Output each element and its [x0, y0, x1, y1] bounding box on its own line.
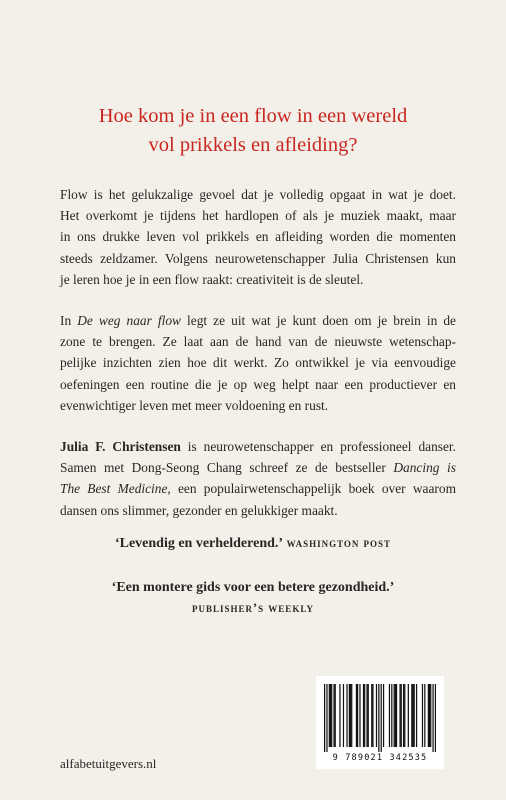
barcode-bar — [404, 684, 405, 747]
barcode-bar — [333, 684, 334, 747]
author-name: Julia F. Christensen — [60, 439, 181, 454]
barcode-bar — [429, 684, 430, 747]
review-quote — [40, 577, 466, 619]
barcode-bar — [359, 684, 360, 747]
intro-line: in ons drukke leven vol prikkels en afleiding worden die momenten — [60, 229, 456, 245]
description-line: evenwichtiger leven met meer voldoening en rust. — [60, 397, 329, 413]
barcode-bar — [399, 684, 400, 747]
intro-line: Het overkomt je tijdens het hardlopen of als je muziek maakt, maar — [60, 208, 456, 224]
intro-paragraph — [60, 184, 456, 290]
description-line: oefeningen een routine die je op weg helpt naar een productiever en — [60, 376, 456, 392]
barcode-bar — [435, 684, 436, 752]
barcode-bar — [408, 684, 409, 747]
book-description-paragraph — [60, 310, 456, 416]
barcode-bar — [343, 684, 344, 747]
book-title: De weg naar flow — [77, 313, 181, 328]
barcode-bar — [351, 684, 352, 747]
barcode-bar — [401, 684, 402, 747]
barcode-bar — [371, 684, 372, 747]
quote-source: washington post — [286, 536, 392, 550]
barcode-bar — [422, 684, 423, 747]
barcode-bars — [324, 684, 436, 752]
intro-line: steeds zeldzamer. Volgens neurowetenschapper Julia Christensen kun — [60, 250, 456, 266]
quote-source: publisher’s weekly — [192, 601, 314, 615]
barcode-bar — [428, 684, 429, 747]
barcode-bar — [324, 684, 325, 752]
headline — [40, 102, 466, 160]
bio-line — [60, 457, 456, 478]
barcode-bar — [357, 684, 358, 747]
barcode — [316, 676, 444, 769]
barcode-bar — [383, 684, 384, 747]
barcode-bar — [381, 684, 382, 752]
barcode-bar — [391, 684, 392, 747]
barcode-bar — [330, 684, 331, 747]
barcode-bar — [389, 684, 390, 747]
barcode-bar — [329, 684, 330, 747]
intro-line: Flow is het gelukzalige gevoel dat je volledig opgaat in wat je doet. — [60, 187, 456, 202]
barcode-bar — [350, 684, 351, 747]
barcode-bar — [394, 684, 395, 747]
barcode-bar — [326, 684, 327, 752]
headline-line-1: Hoe kom je in een flow in een wereld — [98, 105, 408, 127]
description-line: zone te brengen. Ze laat aan de hand van de nieuwste wetenschap- — [60, 334, 456, 350]
text-fragment: legt ze uit wat je kunt doen om je brein in de — [180, 313, 456, 328]
barcode-bar — [396, 684, 397, 747]
review-quote — [40, 533, 466, 554]
barcode-bar — [414, 684, 415, 747]
barcode-bar — [372, 684, 373, 747]
text-fragment: Samen met Dong-Seong Chang schreef ze de bestseller — [60, 460, 394, 476]
description-line — [60, 310, 456, 331]
barcode-bar — [366, 684, 367, 747]
barcode-bar — [378, 684, 379, 752]
barcode-bar — [346, 684, 347, 747]
barcode-bar — [432, 684, 433, 752]
text-fragment: , een populairwetenschappelijk boek over waarom — [167, 481, 456, 497]
publisher-website[interactable]: alfabetuitgevers.nl — [60, 756, 157, 771]
quote-text: ‘Levendig en verhelderend.’ — [114, 536, 284, 551]
barcode-bar — [335, 684, 336, 747]
bio-line — [60, 436, 456, 457]
headline-line-2: vol prikkels en afleiding? — [148, 134, 358, 156]
description-line: pelijke inzichten zien hoe dit werkt. Zo ontwikkel je via eenvoudige — [60, 355, 456, 371]
barcode-bar — [331, 684, 332, 747]
text-fragment: is neurowetenschapper en professioneel danser. — [180, 439, 456, 454]
author-bio-paragraph — [60, 436, 456, 521]
intro-line: je leren hoe je in een flow raakt: creativiteit is de sleutel. — [60, 271, 364, 287]
barcode-bar — [395, 684, 396, 747]
isbn-number: 9 789021 342535 — [332, 753, 428, 763]
barcode-bar — [424, 684, 425, 747]
barcode-bar — [356, 684, 357, 747]
other-book-title: The Best Medicine — [60, 481, 168, 497]
barcode-bar — [411, 684, 412, 747]
barcode-bar — [364, 684, 365, 747]
text-fragment: In — [60, 313, 78, 328]
barcode-bar — [403, 684, 404, 747]
barcode-bar — [339, 684, 340, 747]
barcode-bar — [430, 684, 431, 747]
barcode-bar — [412, 684, 413, 747]
barcode-bar — [349, 684, 350, 747]
barcode-bar — [368, 684, 369, 747]
barcode-bar — [363, 684, 364, 747]
other-book-title: Dancing is — [393, 460, 456, 476]
barcode-bar — [416, 684, 417, 747]
quote-text: ‘Een montere gids voor een betere gezondheid.’ — [111, 580, 395, 595]
bio-line: dansen ons slimmer, gezonder en gelukkiger maakt. — [60, 502, 338, 518]
barcode-bar — [376, 684, 377, 747]
bio-line — [60, 478, 456, 499]
